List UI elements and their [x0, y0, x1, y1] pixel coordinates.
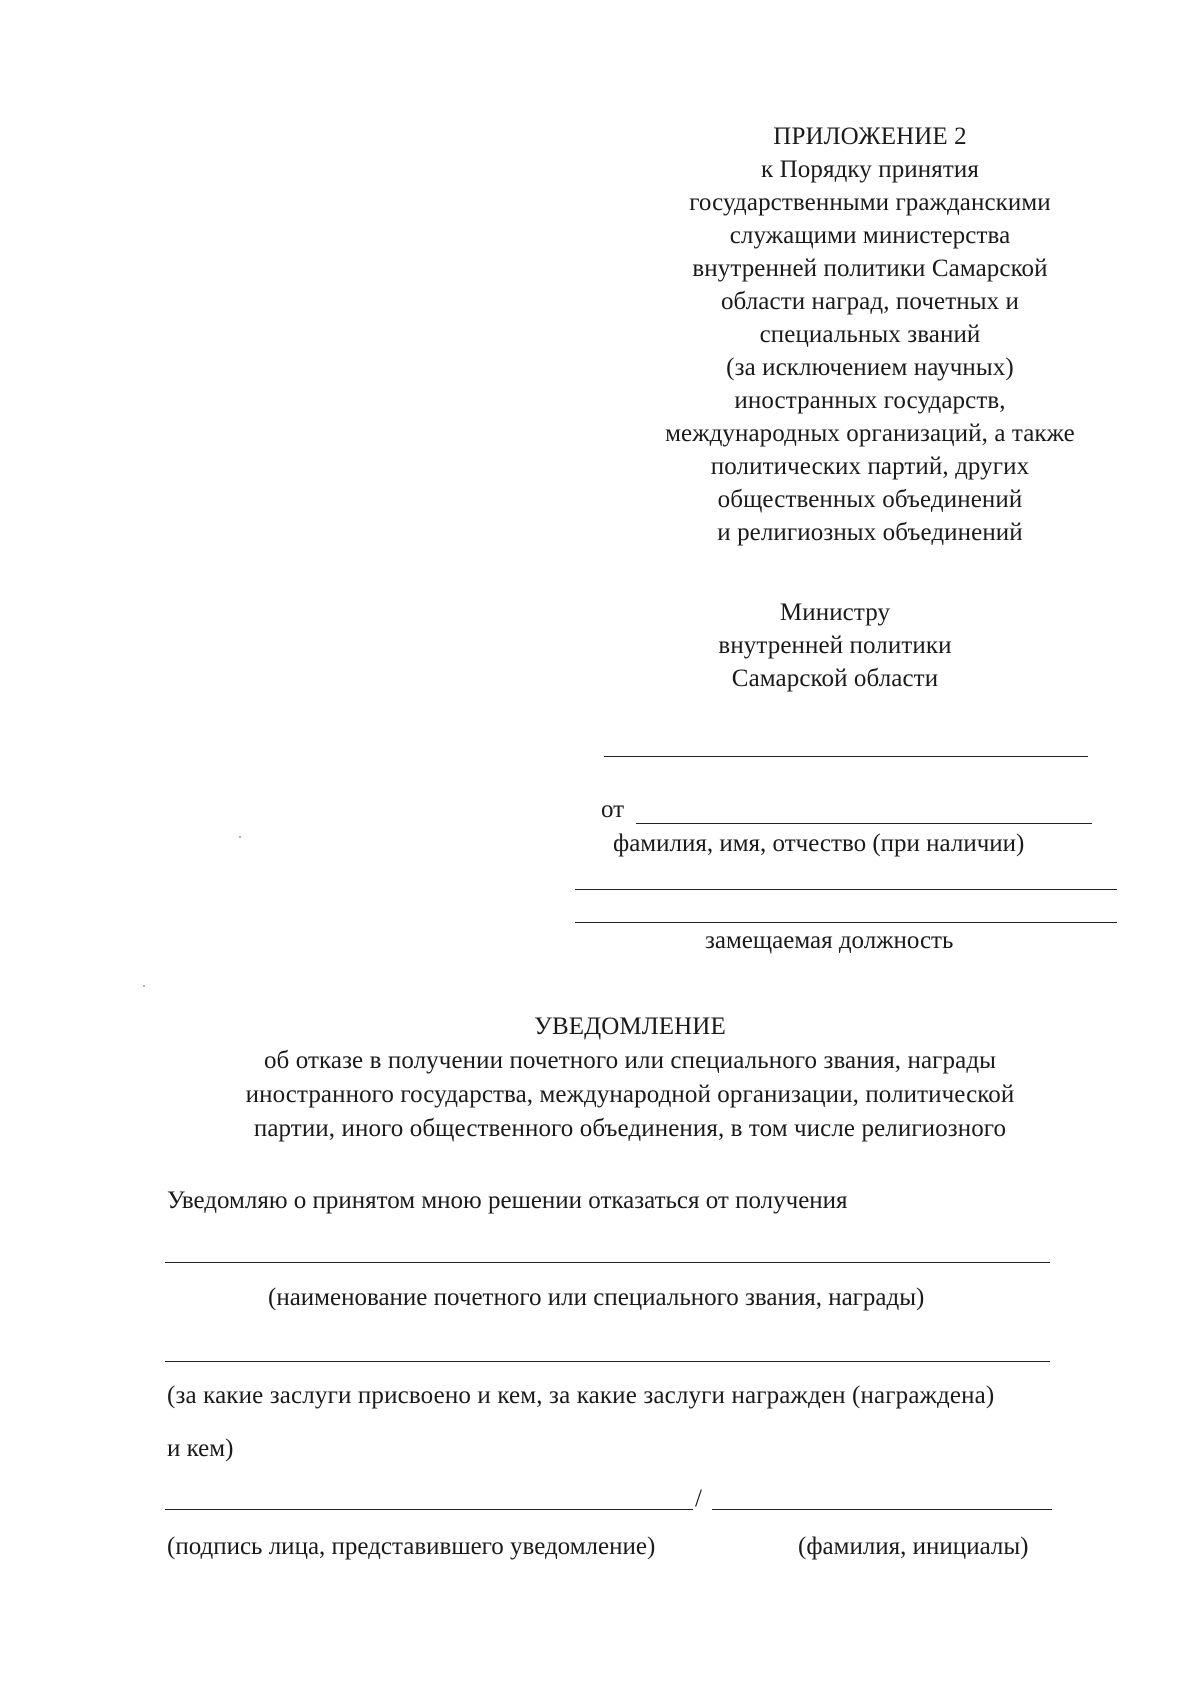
appendix-line: области наград, почетных и [720, 288, 1020, 315]
appendix-line: иностранных государств, [734, 387, 1006, 414]
appendix-line: к Порядку принятия [761, 156, 979, 183]
from-label: от [601, 796, 625, 823]
appendix-line: политических партий, других [710, 453, 1030, 480]
appendix-line: международных организаций, а также [665, 420, 1075, 447]
appendix-block [600, 120, 1140, 549]
appendix-heading: ПРИЛОЖЕНИЕ 2 [773, 123, 967, 150]
name-blank-line [712, 1509, 1052, 1510]
appendix-line: общественных объединений [717, 486, 1023, 513]
award-caption: (наименование почетного или специального звания, награды) [268, 1284, 925, 1311]
appendix-line: (за исключением научных) [726, 354, 1014, 381]
notice-title: УВЕДОМЛЕНИЕ [534, 1013, 726, 1040]
addressee-line: Министру [779, 599, 891, 626]
merits-caption-line2: и кем) [167, 1435, 234, 1462]
addressee-blank-line [604, 756, 1088, 757]
position-caption: замещаемая должность [705, 927, 954, 954]
appendix-line: специальных званий [759, 321, 981, 348]
merits-blank-line [165, 1361, 1050, 1362]
appendix-line: внутренней политики Самарской [692, 255, 1048, 282]
scan-speck [143, 985, 145, 987]
appendix-line: государственными гражданскими [689, 189, 1051, 216]
fio-caption: фамилия, имя, отчество (при наличии) [613, 830, 1025, 857]
notice-subtitle-line: партии, иного общественного объединения, в том числе религиозного [253, 1115, 1007, 1142]
notice-subtitle-line: иностранного государства, международной организации, политической [245, 1081, 1015, 1108]
addressee-line: Самарской области [731, 665, 939, 692]
merits-caption-line1: (за какие заслуги присвоено и кем, за какие заслуги награжден (награждена) [167, 1382, 995, 1409]
fio-blank-line [636, 823, 1092, 824]
signature-caption: (подпись лица, представившего уведомление) [167, 1533, 656, 1560]
appendix-line: и религиозных объединений [717, 519, 1023, 546]
signature-slash: / [695, 1485, 702, 1512]
position-blank-line-2 [575, 922, 1117, 923]
intro-text: Уведомляю о принятом мною решении отказаться от получения [167, 1187, 848, 1214]
appendix-line: служащими министерства [729, 222, 1011, 249]
notice-block [150, 1010, 1110, 1146]
addressee-line: внутренней политики [718, 632, 952, 659]
award-blank-line [165, 1262, 1050, 1263]
signature-blank-line [165, 1509, 693, 1510]
notice-subtitle-line: об отказе в получении почетного или специального звания, награды [263, 1047, 997, 1074]
position-blank-line-1 [575, 889, 1117, 890]
scan-speck [239, 836, 241, 838]
name-caption: (фамилия, инициалы) [798, 1533, 1029, 1560]
addressee-block [585, 596, 1085, 695]
